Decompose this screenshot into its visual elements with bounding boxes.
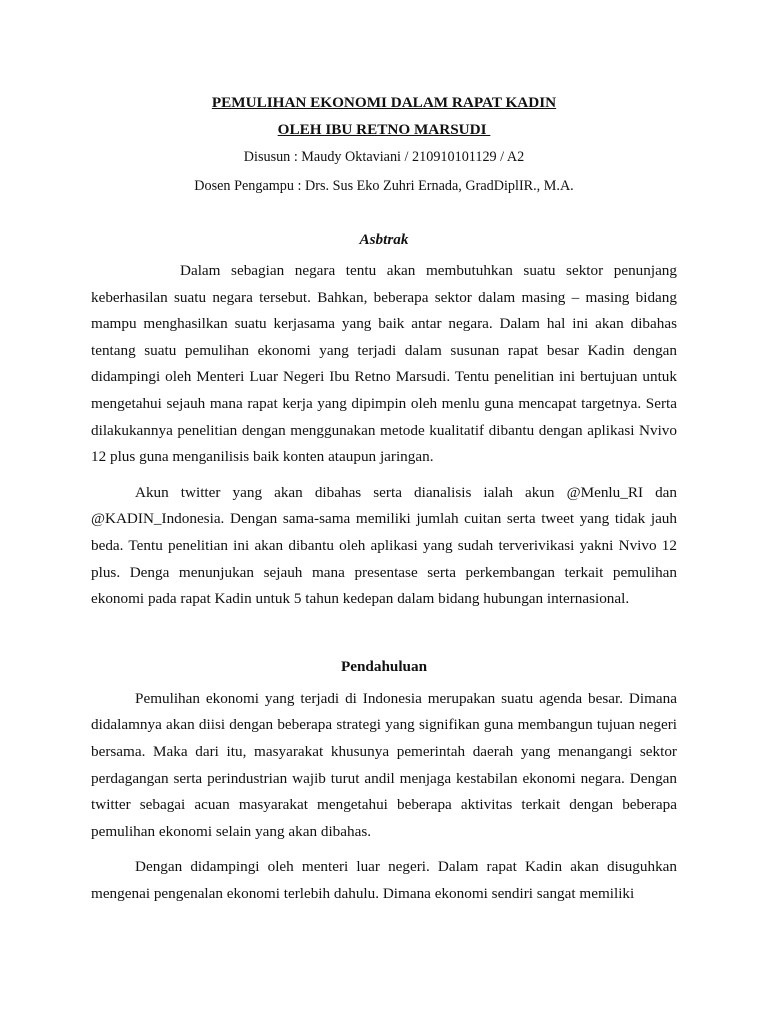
document-page: [91, 92, 677, 907]
introduction-paragraph-2: Dengan didampingi oleh menteri luar negeri. Dalam rapat Kadin akan disuguhkan mengenai pengenalan ekonomi terlebih dahulu. Dimana ekonomi sendiri sangat memiliki: [91, 858, 677, 902]
introduction-heading: Pendahuluan: [340, 657, 428, 675]
abstract-paragraph-2: Akun twitter yang akan dibahas serta dianalisis ialah akun @Menlu_RI dan @KADIN_Indonesia. Dengan sama-sama memiliki jumlah cuitan serta tweet yang tidak jauh beda. Tentu penelitian ini akan dibantu oleh aplikasi yang sudah terverivikasi yakni Nvivo 12 plus. Denga menunjukan sejauh mana presentase serta perkembangan terkait pemulihan ekonomi pada rapat Kadin untuk 5 tahun kedepan dalam bidang hubungan internasional.: [91, 483, 677, 608]
document-subtitle-author: OLEH IBU RETNO MARSUDI: [277, 121, 491, 138]
abstract-heading: Asbtrak: [359, 231, 409, 248]
abstract-paragraph-1: Dalam sebagian negara tentu akan membutuhkan suatu sektor penunjang keberhasilan suatu negara tersebut. Bahkan, beberapa sektor dalam masing – masing bidang mampu menghasilkan suatu kerjasama yang baik antar negara. Dalam hal ini akan dibahas tentang suatu pemulihan ekonomi yang terjadi dalam susunan rapat besar Kadin dengan didampingi oleh Menteri Luar Negeri Ibu Retno Marsudi. Tentu penelitian ini bertujuan untuk mengetahui sejauh mana rapat kerja yang dipimpin oleh menlu guna mencapat targetnya. Serta dilakukannya penelitian dengan menggunakan metode kualitatif dibantu dengan aplikasi Nvivo 12 plus guna menganilisis baik konten ataupun jaringan.: [91, 262, 677, 466]
supervisor-line: Dosen Pengampu : Drs. Sus Eko Zuhri Ernada, GradDiplIR., M.A.: [194, 178, 574, 194]
introduction-paragraph-1: Pemulihan ekonomi yang terjadi di Indonesia merupakan suatu agenda besar. Dimana didalamnya akan diisi dengan beberapa strategi yang signifikan guna membangun tujuan negeri bersama. Maka dari itu, masyarakat khusunya pemerintah daerah yang menangangi sektor perdagangan serta perindustrian wajib turut andil menjaga kestabilan ekonomi negara. Dengan twitter sebagai acuan masyarakat mengetahui beberapa aktivitas terkait dengan beberapa pemulihan ekonomi selain yang akan dibahas.: [91, 689, 677, 840]
document-title: PEMULIHAN EKONOMI DALAM RAPAT KADIN: [211, 94, 557, 111]
author-line: Disusun : Maudy Oktaviani / 210910101129 / A2: [243, 149, 525, 165]
